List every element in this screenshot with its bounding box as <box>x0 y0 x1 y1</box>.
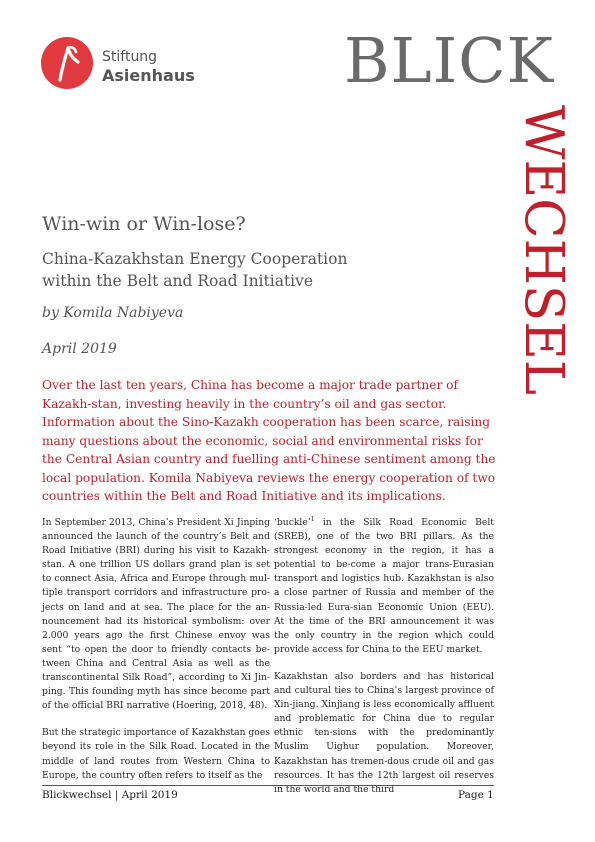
body-paragraph: In September 2013, China’s President Xi Jinping announced the launch of the country’s Belt and Road Initiative (BRI) during his visit to Kazakh-stan. A one trillion US dollars grand plan is set to connect Asia, Africa and Europe through mul-tiple transport corridors and infrastructure pro-jects on land and at sea. The place for the an-nouncement had its historical symbolism: over 2.000 years ago the first Chinese envoy was sent “to open the door to friendly contacts be-tween China and Central Asia as well as the transcontinental Silk Road”, according to Xi Jin-ping. This founding myth has since become part of the official BRI narrative (Hoering, 2018, 48). <box>42 517 270 712</box>
asienhaus-logo-icon <box>40 36 94 90</box>
body-paragraph: But the strategic importance of Kazakhstan goes beyond its role in the Silk Road. Located in the middle of land routes from Western China to Europe, the country often refers to itself as the <box>42 727 270 781</box>
body-text: in the Silk Road Economic Belt (SREB), one of the two BRI pillars. As the strongest economy in the region, it has a potential to be-come a major trans-Eurasian transport and logistics hub. Kazakhstan is also a close partner of Russia and member of the Russia-led Eura-sian Economic Union (EEU). At the time of the BRI announcement it was the only country in the region which could provide access for China to the EEU market. <box>274 517 494 655</box>
subtitle-line-2: within the Belt and Road Initiative <box>42 272 314 290</box>
masthead-wechsel: WECHSEL <box>513 105 574 396</box>
body-paragraph: Kazakhstan also borders and has historical and cultural ties to China’s largest province of Xin-jiang. Xinjiang is less economically affluent and problematic for China due to regular ethnic ten-sions with the predominantly Muslim Uighur population. Moreover, Kazakhstan has tremen-dous crude oil and gas resources. It has the 12th largest oil reserves in the world and the third <box>274 670 494 795</box>
body-column-left <box>42 516 270 796</box>
publication-date: April 2019 <box>42 341 117 357</box>
body-paragraph <box>274 516 494 657</box>
footer-publication: Blickwechsel | April 2019 <box>42 789 178 801</box>
footer-page-number: Page 1 <box>458 789 494 801</box>
abstract: Over the last ten years, China has become a major trade partner of Kazakh-stan, investing heavily in the country’s oil and gas sector. Information about the Sino-Kazakh cooperation has been scarce, raising many questions about the economic, social and environmental risks for the Central Asian country and fuelling anti-Chinese sentiment among the local population. Komila Nabiyeva reviews the energy cooperation of two countries within the Belt and Road Initiative and its implications. <box>42 378 496 503</box>
author-byline: by Komila Nabiyeva <box>42 305 184 321</box>
stiftung-asienhaus-logo <box>40 36 230 96</box>
masthead-blick: BLICK <box>344 24 554 97</box>
page-subtitle <box>42 248 347 292</box>
buckle-term: ‘buckle’ <box>274 517 311 528</box>
subtitle-line-1: China-Kazakhstan Energy Cooperation <box>42 250 348 268</box>
logo-text-asienhaus: Asienhaus <box>102 66 195 85</box>
footnote-ref-1[interactable]: 1 <box>310 515 315 523</box>
logo-text-stiftung: Stiftung <box>102 49 158 65</box>
body-column-right <box>274 516 494 810</box>
page-title: Win-win or Win-lose? <box>42 213 246 235</box>
footer-divider <box>42 785 494 786</box>
